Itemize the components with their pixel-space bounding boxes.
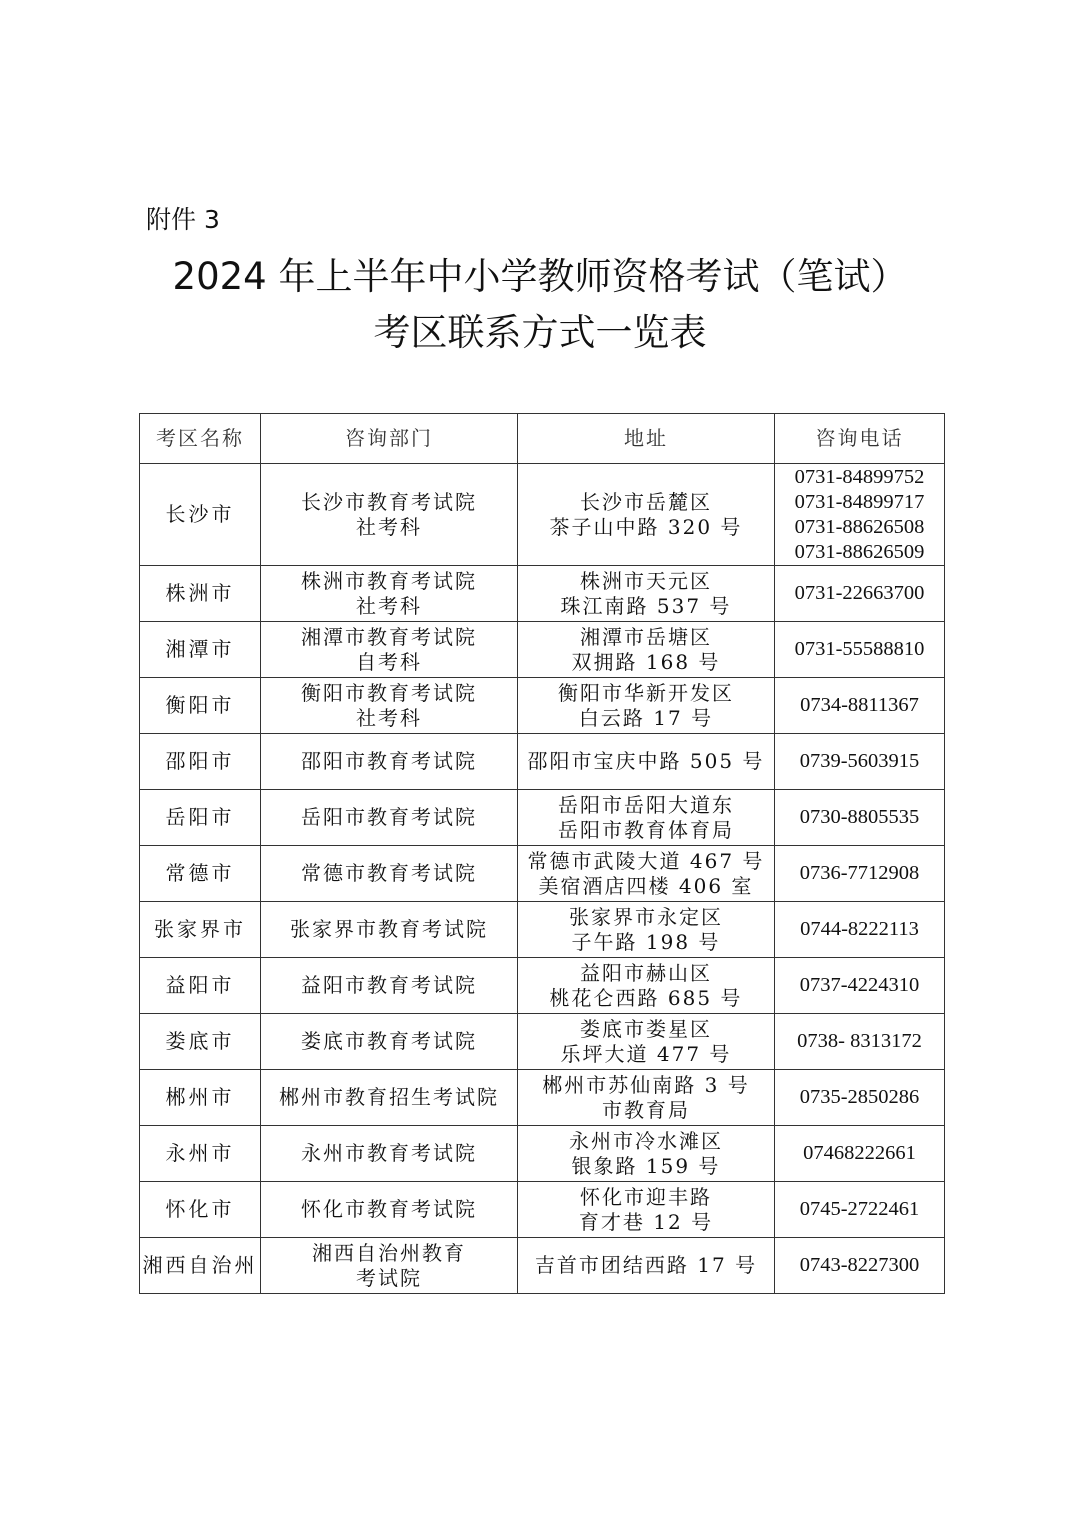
address-cell-line: 邵阳市宝庆中路 505 号 [527, 749, 765, 773]
table-row [140, 1126, 945, 1182]
address-cell-line: 桃花仑西路 685 号 [549, 985, 743, 1010]
address-cell-line: 育才巷 12 号 [578, 1209, 714, 1234]
department-cell [261, 1238, 518, 1294]
table-row [140, 902, 945, 958]
contact-table [139, 413, 945, 1294]
department-cell [261, 622, 518, 678]
header-phone: 咨询电话 [775, 414, 945, 464]
phone-cell [775, 958, 945, 1014]
address-cell [518, 790, 775, 846]
address-cell-line: 湘潭市岳塘区 [580, 624, 712, 649]
table-row [140, 1182, 945, 1238]
department-cell-line: 社考科 [356, 705, 422, 730]
region-cell: 娄底市 [140, 1014, 261, 1070]
phone-cell-line: 0735-2850286 [799, 1086, 920, 1108]
region-cell: 株洲市 [140, 566, 261, 622]
region-cell: 衡阳市 [140, 678, 261, 734]
phone-cell-line: 0744-8222113 [800, 918, 919, 940]
department-cell-line: 自考科 [356, 649, 422, 674]
table-body [140, 464, 945, 1294]
address-cell-line: 衡阳市华新开发区 [558, 680, 734, 705]
address-cell-line: 美宿酒店四楼 406 室 [538, 873, 754, 898]
phone-cell [775, 734, 945, 790]
table-row [140, 464, 945, 566]
department-cell [261, 1182, 518, 1238]
department-cell-line: 永州市教育考试院 [301, 1141, 477, 1165]
header-region: 考区名称 [140, 414, 261, 464]
department-cell-line: 社考科 [356, 514, 422, 539]
phone-cell [775, 566, 945, 622]
phone-cell [775, 1182, 945, 1238]
header-department: 咨询部门 [261, 414, 518, 464]
address-cell [518, 1182, 775, 1238]
address-cell-line: 郴州市苏仙南路 3 号 [542, 1072, 750, 1097]
department-cell-line: 社考科 [356, 593, 422, 618]
phone-cell-line: 0743-8227300 [799, 1254, 920, 1276]
table-row [140, 678, 945, 734]
table-row [140, 1014, 945, 1070]
phone-cell [775, 1238, 945, 1294]
region-cell: 湘潭市 [140, 622, 261, 678]
phone-cell-line: 0738- 8313172 [797, 1030, 922, 1052]
region-cell: 张家界市 [140, 902, 261, 958]
table-row [140, 734, 945, 790]
address-cell [518, 846, 775, 902]
department-cell [261, 1070, 518, 1126]
address-cell-line: 怀化市迎丰路 [580, 1184, 712, 1209]
address-cell-line: 张家界市永定区 [569, 904, 723, 929]
table-row [140, 1070, 945, 1126]
address-cell [518, 958, 775, 1014]
address-cell-line: 岳阳市岳阳大道东 [558, 792, 734, 817]
address-cell-line: 吉首市团结西路 17 号 [534, 1253, 758, 1277]
department-cell-line: 岳阳市教育考试院 [301, 805, 477, 829]
phone-cell-line: 0731-55588810 [794, 638, 925, 660]
address-cell-line: 岳阳市教育体育局 [558, 817, 734, 842]
region-cell: 长沙市 [140, 464, 261, 566]
document-title-line2: 考区联系方式一览表 [373, 311, 707, 354]
region-cell: 益阳市 [140, 958, 261, 1014]
phone-cell [775, 1014, 945, 1070]
region-cell: 常德市 [140, 846, 261, 902]
attachment-label: 附件 3 [146, 205, 220, 234]
phone-cell-line: 0731-22663700 [794, 582, 925, 604]
address-cell-line: 长沙市岳麓区 [580, 489, 712, 514]
department-cell-line: 湘西自治州教育 [312, 1240, 466, 1265]
department-cell-line: 株洲市教育考试院 [301, 568, 477, 593]
department-cell-line: 湘潭市教育考试院 [301, 624, 477, 649]
phone-cell-line: 0734-8811367 [800, 694, 919, 716]
phone-cell-line: 0737-4224310 [799, 974, 920, 996]
department-cell-line: 常德市教育考试院 [301, 861, 477, 885]
address-cell-line: 子午路 198 号 [571, 929, 721, 954]
address-cell-line: 乐坪大道 477 号 [560, 1041, 732, 1066]
department-cell [261, 678, 518, 734]
address-cell [518, 734, 775, 790]
phone-cell [775, 790, 945, 846]
address-cell-line: 常德市武陵大道 467 号 [527, 848, 765, 873]
table-row [140, 790, 945, 846]
phone-cell-line: 0736-7712908 [799, 862, 920, 884]
address-cell [518, 1238, 775, 1294]
address-cell [518, 1070, 775, 1126]
department-cell-line: 郴州市教育招生考试院 [279, 1085, 499, 1109]
department-cell-line: 长沙市教育考试院 [301, 489, 477, 514]
address-cell-line: 白云路 17 号 [578, 705, 714, 730]
address-cell-line: 茶子山中路 320 号 [549, 514, 743, 539]
table-header-row [140, 414, 945, 464]
region-cell: 邵阳市 [140, 734, 261, 790]
phone-cell-line: 07468222661 [803, 1142, 916, 1164]
department-cell [261, 1014, 518, 1070]
address-cell-line: 银象路 159 号 [571, 1153, 721, 1178]
department-cell-line: 衡阳市教育考试院 [301, 680, 477, 705]
phone-cell [775, 1070, 945, 1126]
table-row [140, 622, 945, 678]
department-cell [261, 1126, 518, 1182]
address-cell [518, 1014, 775, 1070]
address-cell-line: 永州市冷水滩区 [569, 1128, 723, 1153]
department-cell-line: 益阳市教育考试院 [301, 973, 477, 997]
phone-cell-line: 0731-84899752 [794, 465, 925, 488]
department-cell-line: 怀化市教育考试院 [301, 1197, 477, 1221]
address-cell-line: 珠江南路 537 号 [560, 593, 732, 618]
phone-cell-line: 0731-84899717 [794, 490, 925, 513]
address-cell [518, 678, 775, 734]
department-cell [261, 790, 518, 846]
department-cell-line: 娄底市教育考试院 [301, 1029, 477, 1053]
address-cell-line: 益阳市赫山区 [580, 960, 712, 985]
address-cell [518, 1126, 775, 1182]
table-row [140, 958, 945, 1014]
address-cell-line: 双拥路 168 号 [571, 649, 721, 674]
department-cell [261, 846, 518, 902]
address-cell [518, 464, 775, 566]
department-cell [261, 464, 518, 566]
table-row [140, 1238, 945, 1294]
address-cell [518, 622, 775, 678]
department-cell-line: 邵阳市教育考试院 [301, 749, 477, 773]
region-cell: 永州市 [140, 1126, 261, 1182]
table-row [140, 566, 945, 622]
address-cell [518, 566, 775, 622]
phone-cell [775, 464, 945, 566]
phone-cell-line: 0731-88626509 [794, 540, 925, 563]
region-cell: 怀化市 [140, 1182, 261, 1238]
phone-cell [775, 678, 945, 734]
department-cell-line: 考试院 [356, 1265, 422, 1290]
department-cell [261, 902, 518, 958]
phone-cell-line: 0745-2722461 [799, 1198, 920, 1220]
phone-cell [775, 902, 945, 958]
department-cell [261, 958, 518, 1014]
document-title-line1: 2024 年上半年中小学教师资格考试（笔试） [172, 255, 908, 298]
header-address: 地址 [518, 414, 775, 464]
table-row [140, 846, 945, 902]
phone-cell-line: 0731-88626508 [794, 515, 925, 538]
address-cell [518, 902, 775, 958]
phone-cell [775, 622, 945, 678]
region-cell: 郴州市 [140, 1070, 261, 1126]
department-cell-line: 张家界市教育考试院 [290, 917, 488, 941]
phone-cell [775, 846, 945, 902]
address-cell-line: 株洲市天元区 [580, 568, 712, 593]
phone-cell [775, 1126, 945, 1182]
address-cell-line: 娄底市娄星区 [580, 1016, 712, 1041]
phone-cell-line: 0730-8805535 [799, 806, 920, 828]
region-cell: 岳阳市 [140, 790, 261, 846]
region-cell: 湘西自治州 [140, 1238, 261, 1294]
phone-cell-line: 0739-5603915 [799, 750, 920, 772]
address-cell-line: 市教育局 [602, 1097, 690, 1122]
department-cell [261, 566, 518, 622]
department-cell [261, 734, 518, 790]
